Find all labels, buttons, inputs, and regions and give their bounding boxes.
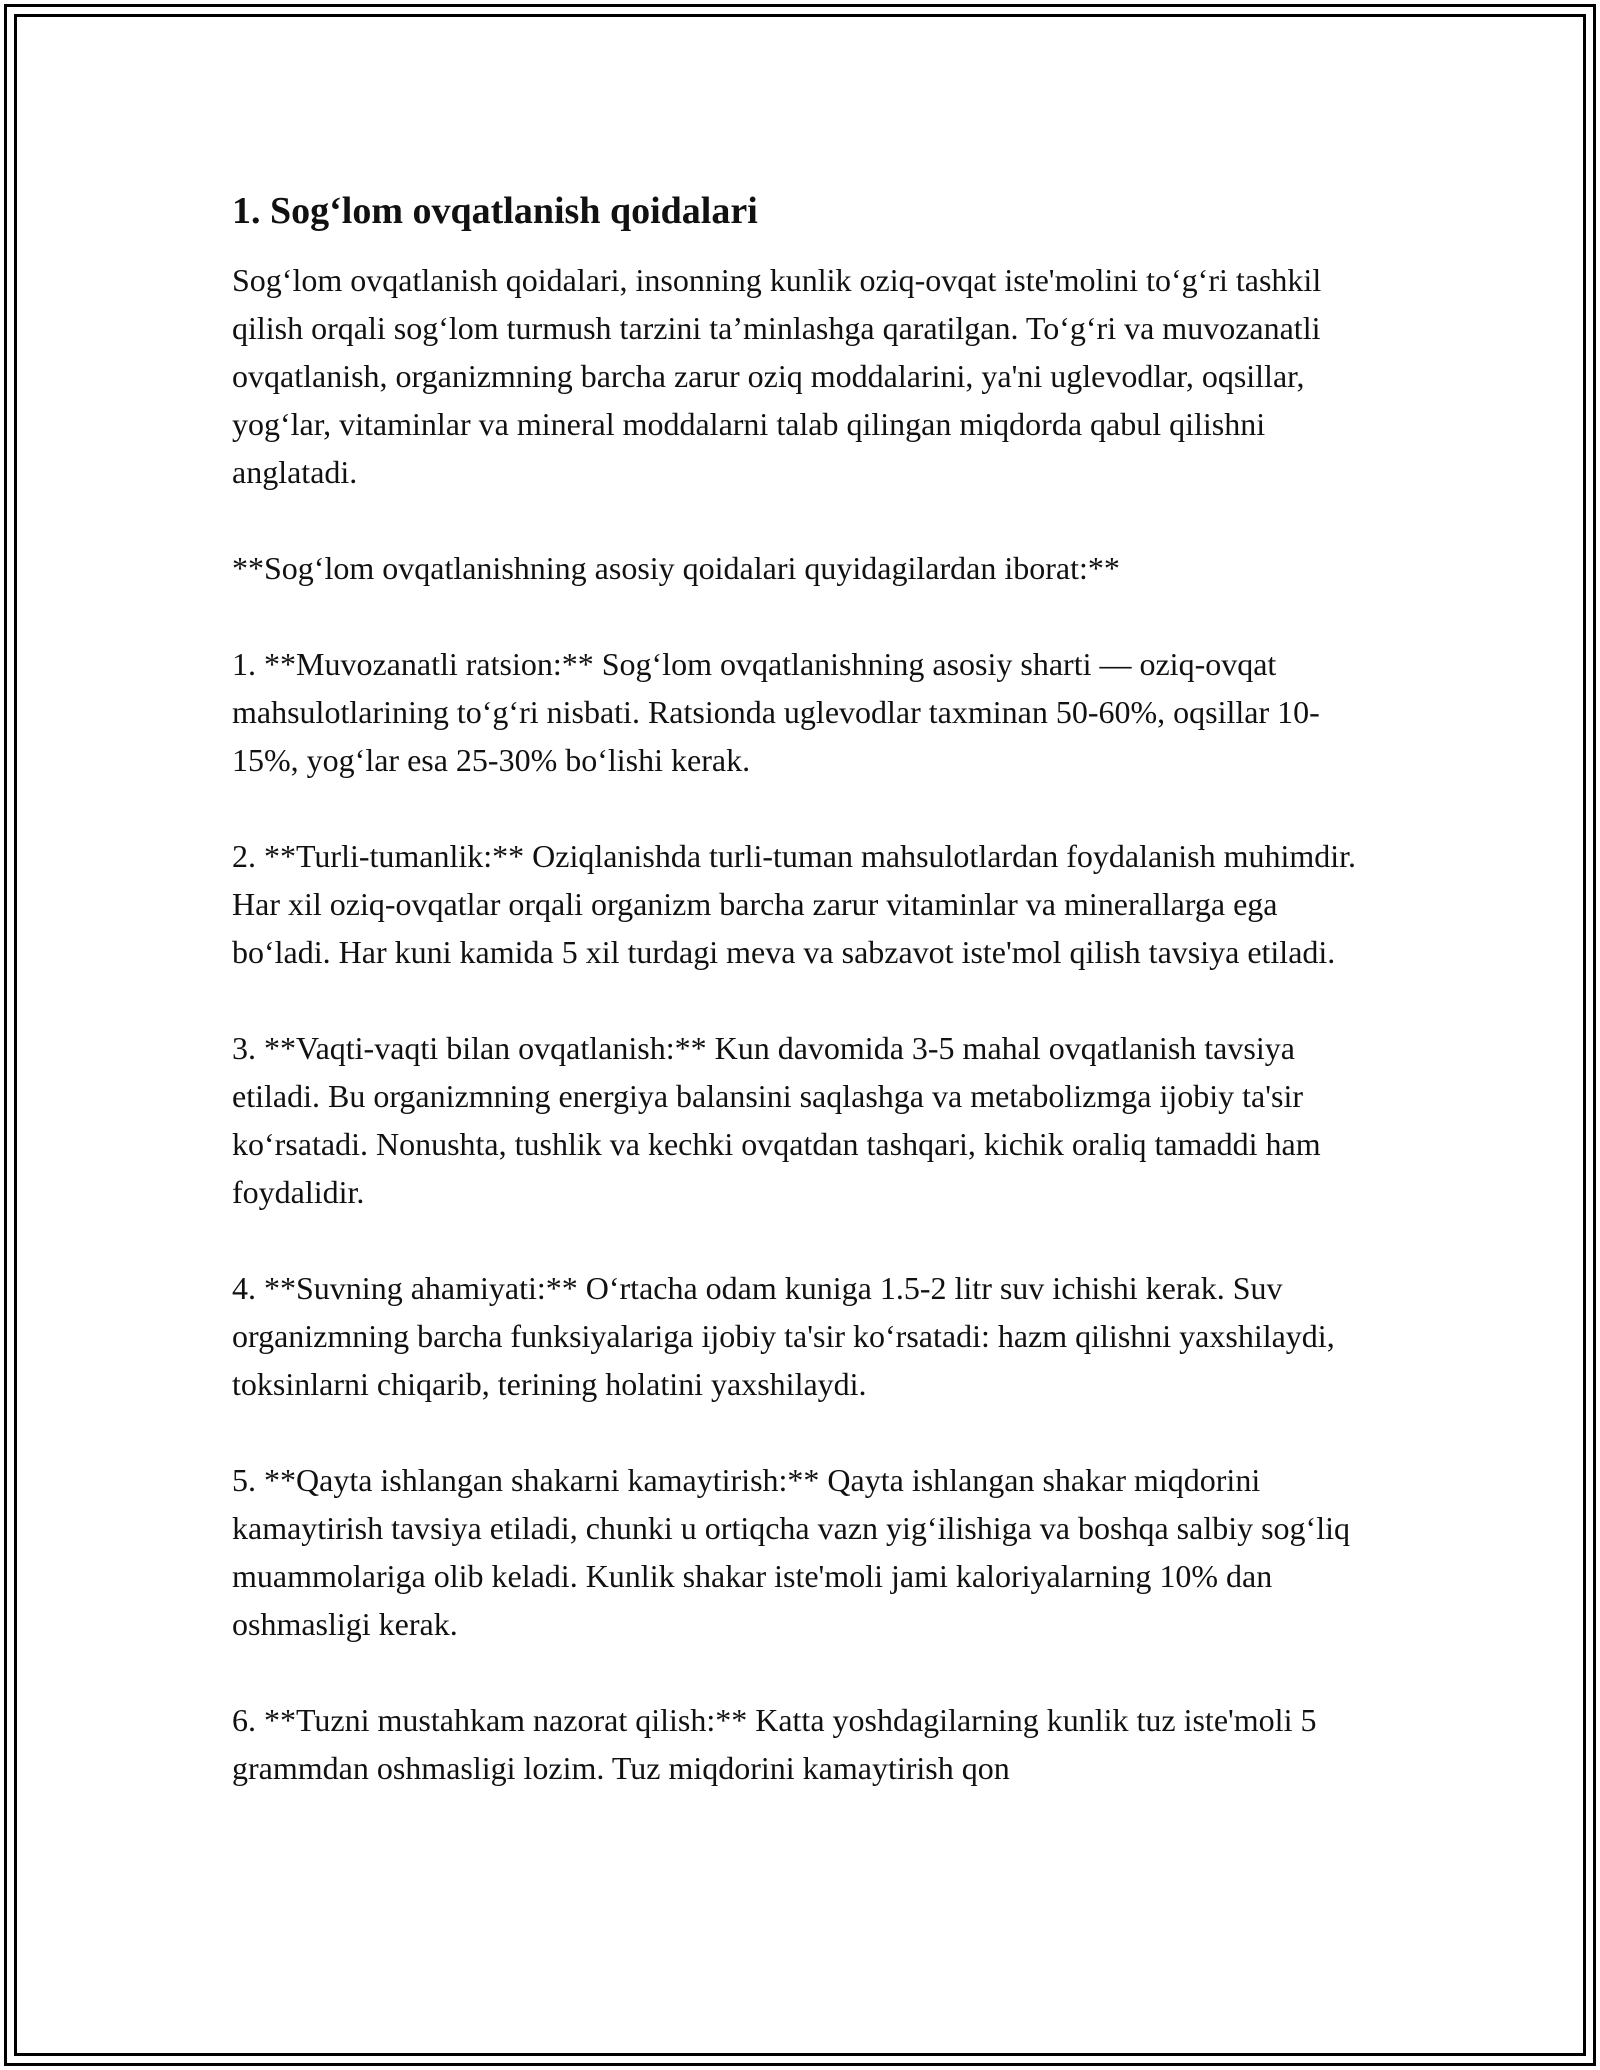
- document-body: [232, 186, 1382, 1792]
- rule-1-paragraph: 1. **Muvozanatli ratsion:** Sog‘lom ovqatlanishning asosiy sharti — oziq-ovqat mahsulotlarining to‘g‘ri nisbati. Ratsionda uglevodlar taxminan 50-60%, oqsillar 10-15%, yog‘lar esa 25-30% bo‘lishi kerak.: [232, 646, 1320, 778]
- rule-2-paragraph: 2. **Turli-tumanlik:** Oziqlanishda turli-tuman mahsulotlardan foydalanish muhimdir. Har xil oziq-ovqatlar orqali organizm barcha zarur vitaminlar va minerallarga ega bo‘ladi. Har kuni kamida 5 xil turdagi meva va sabzavot iste'mol qilish tavsiya etiladi.: [232, 838, 1357, 970]
- rule-4-paragraph: 4. **Suvning ahamiyati:** O‘rtacha odam kuniga 1.5-2 litr suv ichishi kerak. Suv organizmning barcha funksiyalariga ijobiy ta'sir ko‘rsatadi: hazm qilishni yaxshilaydi, toksinlarni chiqarib, terining holatini yaxshilaydi.: [232, 1270, 1335, 1402]
- intro-paragraph: Sog‘lom ovqatlanish qoidalari, insonning kunlik oziq-ovqat iste'molini to‘g‘ri tashkil qilish orqali sog‘lom turmush tarzini ta’minlashga qaratilgan. To‘g‘ri va muvozanatli ovqatlanish, organizmning barcha zarur oziq moddalarini, ya'ni uglevodlar, oqsillar, yog‘lar, vitaminlar va mineral moddalarni talab qilingan miqdorda qabul qilishni anglatadi.: [232, 262, 1322, 490]
- document-title: 1. Sog‘lom ovqatlanish qoidalari: [232, 190, 758, 232]
- rule-3-paragraph: 3. **Vaqti-vaqti bilan ovqatlanish:** Kun davomida 3-5 mahal ovqatlanish tavsiya etiladi. Bu organizmning energiya balansini saqlashga va metabolizmga ijobiy ta'sir ko‘rsatadi. Nonushta, tushlik va kechki ovqatdan tashqari, kichik oraliq tamaddi ham foydalidir.: [232, 1030, 1321, 1210]
- rule-5-paragraph: 5. **Qayta ishlangan shakarni kamaytirish:** Qayta ishlangan shakar miqdorini kamaytirish tavsiya etiladi, chunki u ortiqcha vazn yig‘ilishiga va boshqa salbiy sog‘liq muammolariga olib keladi. Kunlik shakar iste'moli jami kaloriyalarning 10% dan oshmasligi kerak.: [232, 1462, 1350, 1642]
- rule-6-paragraph: 6. **Tuzni mustahkam nazorat qilish:** Katta yoshdagilarning kunlik tuz iste'moli 5 grammdan oshmasligi lozim. Tuz miqdorini kamaytirish qon: [232, 1702, 1317, 1786]
- rules-heading-paragraph: **Sog‘lom ovqatlanishning asosiy qoidalari quyidagilardan iborat:**: [232, 550, 1120, 586]
